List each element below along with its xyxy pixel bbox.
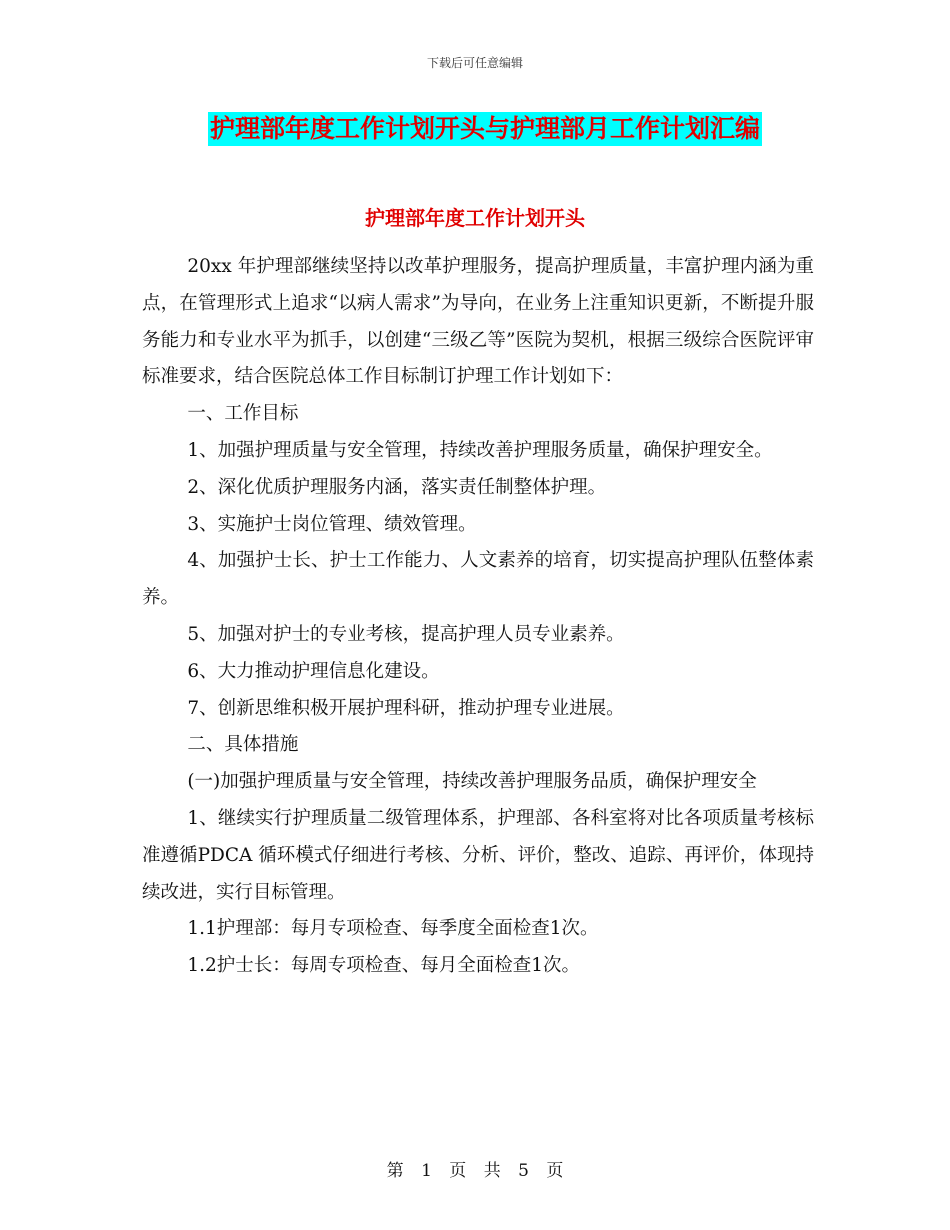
section-title: 护理部年度工作计划开头 (365, 206, 585, 230)
paragraph: 1.2护士长：每周专项检查、每月全面检查1次。 (187, 955, 581, 977)
footer-of: 共 (483, 1161, 501, 1181)
paragraph: 3、实施护士岗位管理、绩效管理。 (187, 513, 477, 535)
paragraph: 1.1护理部：每月专项检查、每季度全面检查1次。 (187, 918, 599, 940)
footer-prefix: 第 (386, 1161, 404, 1181)
paragraph: 6、大力推动护理信息化建设。 (187, 660, 440, 682)
paragraph: 4、加强护士长、护士工作能力、人文素养的培育，切实提高护理队伍整体素养。 (142, 550, 814, 609)
footer-middle: 页 (449, 1161, 467, 1181)
page-footer (0, 1156, 950, 1181)
footer-total-pages: 5 (518, 1161, 529, 1181)
paragraph: 一、工作目标 (187, 403, 299, 425)
footer-suffix: 页 (546, 1161, 564, 1181)
main-title: 护理部年度工作计划开头与护理部月工作计划汇编 (208, 112, 762, 146)
footer-page-number: 1 (421, 1161, 432, 1181)
body-text (142, 249, 814, 985)
paragraph: 5、加强对护士的专业考核，提高护理人员专业素养。 (187, 623, 625, 645)
header-note: 下载后可任意编辑 (426, 56, 523, 70)
paragraph: (一)加强护理质量与安全管理，持续改善护理服务品质，确保护理安全 (187, 771, 757, 793)
paragraph: 7、创新思维积极开展护理科研，推动护理专业进展。 (187, 697, 625, 719)
paragraph: 2、深化优质护理服务内涵，落实责任制整体护理。 (187, 476, 607, 498)
paragraph: 20xx 年护理部继续坚持以改革护理服务，提高护理质量，丰富护理内涵为重点，在管理形式上追求“以病人需求”为导向，在业务上注重知识更新，不断提升服务能力和专业水平为抓手，以创建“三级乙等”医院为契机，根据三级综合医院评审标准要求，结合医院总体工作目标制订护理工作计划如下： (142, 256, 814, 388)
paragraph: 二、具体措施 (187, 734, 299, 756)
paragraph: 1、继续实行护理质量二级管理体系，护理部、各科室将对比各项质量考核标准遵循PDCA 循环模式仔细进行考核、分析、评价，整改、追踪、再评价，体现持续改进，实行目标管理。 (142, 807, 814, 903)
paragraph: 1、加强护理质量与安全管理，持续改善护理服务质量，确保护理安全。 (187, 439, 773, 461)
